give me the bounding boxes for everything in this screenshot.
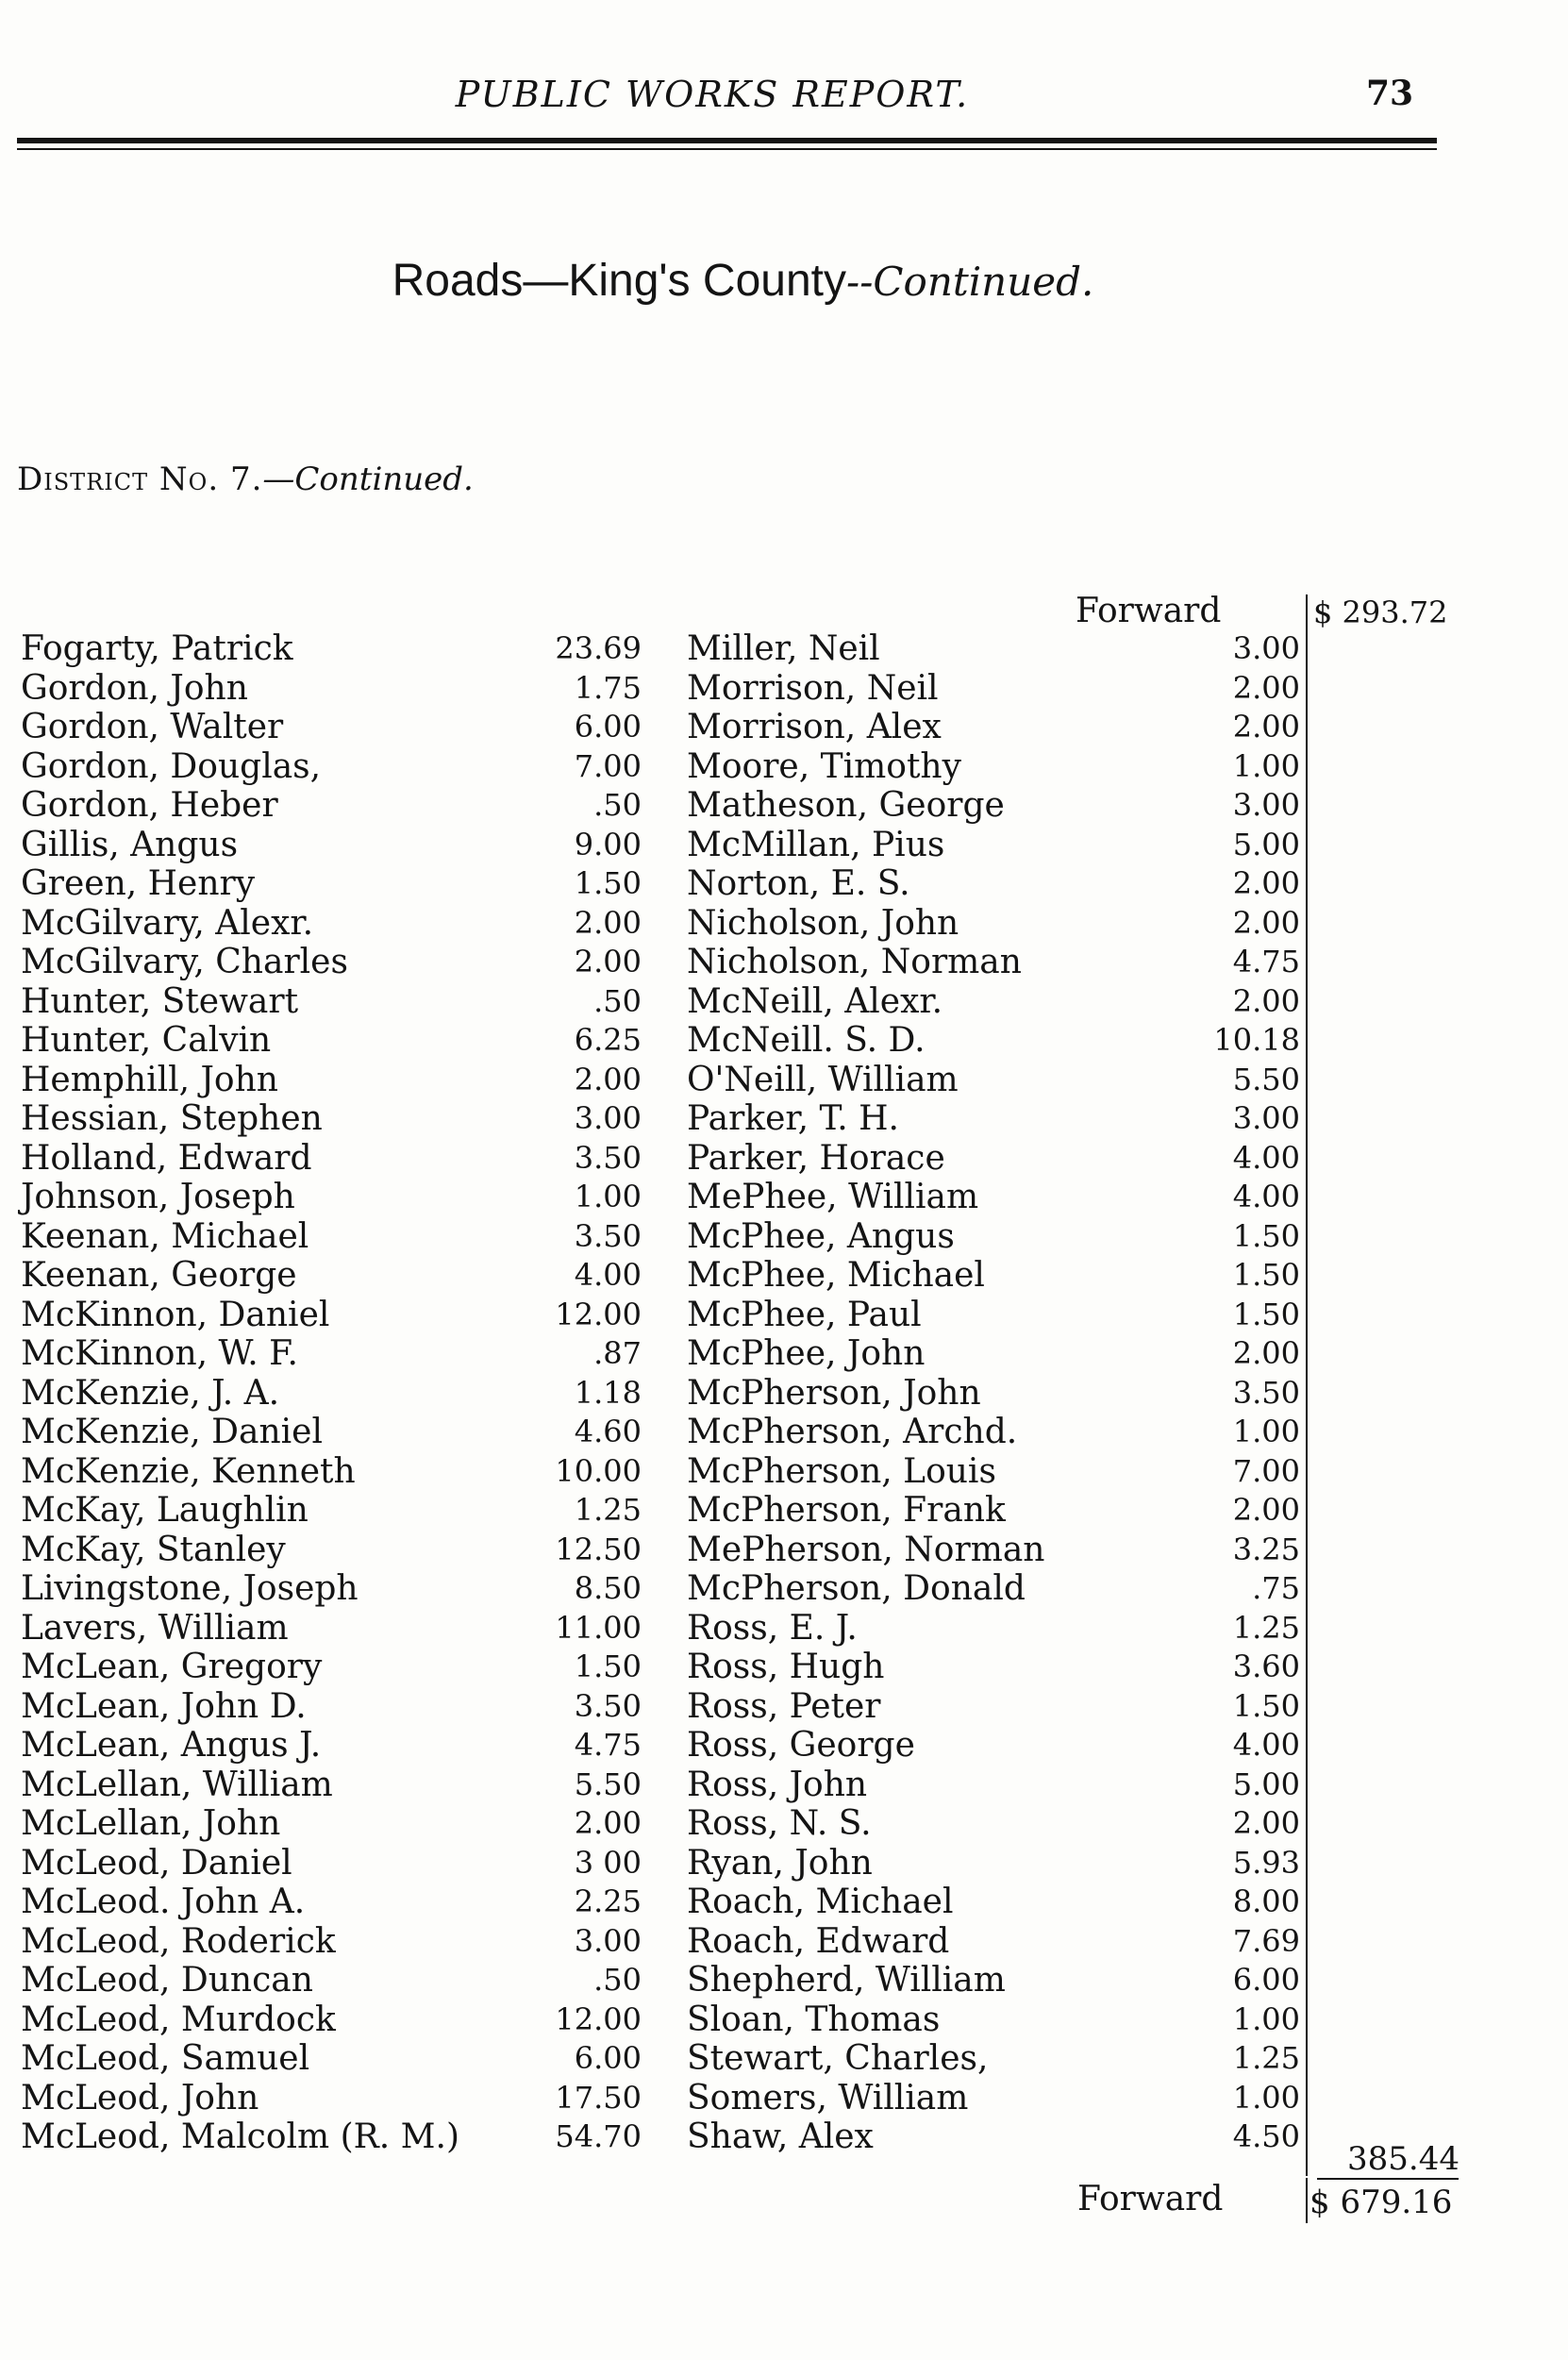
right-name: Ross, Hugh: [687, 1648, 885, 1686]
right-amount: 5.00: [1232, 1766, 1300, 1802]
left-amount: 2.00: [574, 944, 642, 979]
right-name: McPherson, Frank: [687, 1491, 1006, 1530]
right-name: Miller, Neil: [687, 629, 880, 668]
right-amount: 10.18: [1213, 1022, 1300, 1058]
right-name: Matheson, George: [687, 786, 1005, 825]
section-title-suffix: --Continued.: [846, 259, 1094, 305]
left-amount: 6.00: [574, 709, 642, 745]
left-amount: 2.00: [574, 1061, 642, 1097]
left-amount: 1.75: [574, 669, 642, 706]
left-name: Fogarty, Patrick: [21, 629, 293, 668]
left-name: McLeod, Murdock: [21, 2000, 336, 2039]
right-amount: 1.00: [1232, 2000, 1300, 2037]
left-amount: 3.50: [574, 1687, 642, 1724]
right-amount: 6.00: [1232, 1962, 1300, 1998]
right-amount: 4.75: [1232, 944, 1300, 979]
left-amount: 3 00: [574, 1844, 642, 1881]
left-name: Hemphill, John: [21, 1060, 278, 1099]
right-amount: 8.00: [1232, 1883, 1300, 1919]
left-name: McGilvary, Alexr.: [21, 903, 314, 943]
right-amount: 4.00: [1232, 1179, 1300, 1214]
right-name: Shaw, Alex: [687, 2117, 874, 2156]
right-name: MePhee, William: [687, 1178, 979, 1216]
right-name: McPhee, Michael: [687, 1256, 985, 1295]
right-name: McPhee, John: [687, 1334, 926, 1373]
right-name: McPherson, Donald: [687, 1569, 1026, 1608]
right-name: MePherson, Norman: [687, 1530, 1045, 1569]
right-name: McPherson, John: [687, 1373, 981, 1413]
left-name: McLean, Angus J.: [21, 1726, 322, 1765]
forward-top-label: Forward: [1076, 592, 1222, 630]
left-name: Gordon, Heber: [21, 786, 278, 825]
left-name: McKinnon, Daniel: [21, 1295, 330, 1334]
left-name: Livingstone, Joseph: [21, 1569, 359, 1608]
forward-bottom-amount: $ 679.16: [1309, 2184, 1453, 2221]
right-amount: 1.00: [1232, 1414, 1300, 1449]
right-name: O'Neill, William: [687, 1060, 959, 1099]
right-amount: 2.00: [1232, 1805, 1300, 1841]
right-amount: 5.93: [1232, 1844, 1300, 1881]
right-name: Ross, E. J.: [687, 1608, 858, 1648]
right-name: Ross, Peter: [687, 1686, 881, 1726]
right-amount: .75: [1252, 1570, 1300, 1606]
left-name: Hessian, Stephen: [21, 1099, 323, 1138]
left-amount: 17.50: [555, 2079, 642, 2116]
subtotal-rule: [1317, 2178, 1459, 2180]
amount-column-rule: [1306, 594, 1308, 2176]
right-amount: 3.00: [1232, 1100, 1300, 1136]
right-name: Norton, E. S.: [687, 864, 910, 903]
left-amount: 2.25: [574, 1883, 642, 1919]
left-amount: 23.69: [555, 630, 642, 666]
right-amount: 3.00: [1232, 787, 1300, 823]
right-amount: 1.00: [1232, 747, 1300, 784]
right-amount: 1.50: [1232, 1257, 1300, 1293]
left-name: Gordon, Douglas,: [21, 746, 322, 786]
left-amount: 1.50: [574, 865, 642, 901]
left-amount: .50: [593, 1962, 642, 1998]
right-name: Parker, T. H.: [687, 1099, 899, 1138]
left-name: McKenzie, J. A.: [21, 1373, 280, 1413]
total-column-rule: [1306, 2178, 1308, 2223]
left-name: Lavers, William: [21, 1608, 289, 1648]
left-amount: 12.00: [555, 1296, 642, 1332]
left-amount: 4.00: [574, 1257, 642, 1293]
left-name: McLeod, Duncan: [21, 1961, 313, 2000]
left-amount: 54.70: [555, 2118, 642, 2154]
right-name: Nicholson, John: [687, 903, 959, 943]
left-amount: 1.00: [574, 1179, 642, 1214]
header-rule-thin: [17, 148, 1437, 150]
right-amount: 4.00: [1232, 1139, 1300, 1176]
right-amount: 2.00: [1232, 1492, 1300, 1528]
right-amount: 4.00: [1232, 1727, 1300, 1763]
left-name: Gordon, John: [21, 668, 248, 708]
right-amount: 3.60: [1232, 1649, 1300, 1684]
left-name: McKenzie, Kenneth: [21, 1451, 356, 1491]
right-name: Morrison, Alex: [687, 708, 942, 746]
left-amount: 9.00: [574, 826, 642, 862]
left-amount: 5.50: [574, 1766, 642, 1802]
right-amount: 2.00: [1232, 904, 1300, 941]
right-amount: 2.00: [1232, 709, 1300, 745]
left-name: McLellan, John: [21, 1804, 281, 1843]
column-subtotal: 385.44: [1347, 2140, 1460, 2178]
right-amount: 3.25: [1232, 1531, 1300, 1567]
right-amount: 5.50: [1232, 1061, 1300, 1097]
section-title-main: Roads—King's County: [392, 256, 847, 306]
left-name: McKay, Laughlin: [21, 1491, 309, 1530]
page-number: 73: [1366, 74, 1414, 113]
left-amount: 1.50: [574, 1649, 642, 1684]
left-amount: 3.00: [574, 1922, 642, 1959]
left-name: McLeod, Samuel: [21, 2039, 310, 2078]
left-amount: 4.75: [574, 1727, 642, 1763]
left-name: McKay, Stanley: [21, 1530, 286, 1569]
forward-top-amount: $ 293.72: [1313, 594, 1448, 630]
forward-bottom-label: Forward: [1077, 2180, 1224, 2218]
right-name: Stewart, Charles,: [687, 2039, 989, 2078]
left-name: McLean, John D.: [21, 1686, 307, 1726]
left-amount: 8.50: [574, 1570, 642, 1606]
left-name: McKinnon, W. F.: [21, 1334, 298, 1373]
right-name: McPherson, Louis: [687, 1451, 996, 1491]
right-amount: 3.00: [1232, 630, 1300, 666]
left-name: McLellan, William: [21, 1765, 333, 1804]
left-name: Gillis, Angus: [21, 825, 239, 864]
left-amount: 7.00: [574, 747, 642, 784]
left-name: McGilvary, Charles: [21, 943, 348, 981]
right-name: Ross, George: [687, 1726, 915, 1765]
left-name: Hunter, Calvin: [21, 1021, 272, 1060]
right-name: McPhee, Angus: [687, 1216, 955, 1256]
right-name: Roach, Michael: [687, 1883, 954, 1921]
right-name: Roach, Edward: [687, 1921, 950, 1961]
right-amount: 1.25: [1232, 1609, 1300, 1646]
right-name: Ross, John: [687, 1765, 868, 1804]
right-name: Somers, William: [687, 2078, 969, 2117]
header-rule-thick: [17, 138, 1437, 143]
left-name: Johnson, Joseph: [21, 1178, 295, 1216]
left-amount: 12.50: [555, 1531, 642, 1567]
left-amount: 11.00: [555, 1609, 642, 1646]
district-label: District No. 7.: [17, 460, 263, 498]
left-amount: 10.00: [555, 1452, 642, 1489]
left-name: Holland, Edward: [21, 1138, 312, 1178]
right-name: McPhee, Paul: [687, 1295, 922, 1334]
left-name: McLeod, Roderick: [21, 1921, 336, 1961]
right-name: Sloan, Thomas: [687, 2000, 941, 2039]
left-amount: 2.00: [574, 904, 642, 941]
right-amount: 1.25: [1232, 2040, 1300, 2076]
right-amount: 1.50: [1232, 1296, 1300, 1332]
right-amount: 5.00: [1232, 826, 1300, 862]
left-name: Green, Henry: [21, 864, 256, 903]
left-name: Gordon, Walter: [21, 708, 284, 746]
right-name: Shepherd, William: [687, 1961, 1006, 2000]
right-amount: 1.50: [1232, 1687, 1300, 1724]
district-heading: [17, 460, 474, 498]
left-amount: 3.50: [574, 1139, 642, 1176]
right-name: Parker, Horace: [687, 1138, 945, 1178]
left-name: Hunter, Stewart: [21, 981, 299, 1021]
section-title: [0, 255, 1486, 307]
left-name: McKenzie, Daniel: [21, 1413, 323, 1451]
left-name: McLean, Gregory: [21, 1648, 323, 1686]
left-amount: .50: [593, 787, 642, 823]
left-name: Keenan, Michael: [21, 1216, 309, 1256]
right-amount: 1.50: [1232, 1217, 1300, 1254]
left-amount: 2.00: [574, 1805, 642, 1841]
left-name: McLeod. John A.: [21, 1883, 306, 1921]
left-amount: 6.25: [574, 1022, 642, 1058]
left-amount: 12.00: [555, 2000, 642, 2037]
left-amount: 3.50: [574, 1217, 642, 1254]
left-name: Keenan, George: [21, 1256, 297, 1295]
right-amount: 3.50: [1232, 1374, 1300, 1411]
right-name: Morrison, Neil: [687, 668, 939, 708]
left-amount: .50: [593, 982, 642, 1019]
left-name: McLeod, John: [21, 2078, 259, 2117]
district-suffix: —Continued.: [262, 460, 474, 498]
right-name: McMillan, Pius: [687, 825, 945, 864]
right-amount: 2.00: [1232, 669, 1300, 706]
right-amount: 2.00: [1232, 865, 1300, 901]
running-title: PUBLIC WORKS REPORT.: [455, 74, 970, 115]
left-name: McLeod, Daniel: [21, 1843, 292, 1883]
right-amount: 1.00: [1232, 2079, 1300, 2116]
right-name: McNeill, Alexr.: [687, 981, 943, 1021]
right-name: McNeill. S. D.: [687, 1021, 926, 1060]
left-amount: 6.00: [574, 2040, 642, 2076]
right-amount: 7.69: [1232, 1922, 1300, 1959]
left-amount: 4.60: [574, 1414, 642, 1449]
right-name: McPherson, Archd.: [687, 1413, 1018, 1451]
right-amount: 2.00: [1232, 1335, 1300, 1371]
right-amount: 2.00: [1232, 982, 1300, 1019]
right-amount: 4.50: [1232, 2118, 1300, 2154]
right-amount: 7.00: [1232, 1452, 1300, 1489]
right-name: Nicholson, Norman: [687, 943, 1022, 981]
right-name: Ross, N. S.: [687, 1804, 872, 1843]
right-name: Ryan, John: [687, 1843, 873, 1883]
left-name: McLeod, Malcolm (R. M.): [21, 2117, 459, 2156]
left-amount: 3.00: [574, 1100, 642, 1136]
left-amount: 1.18: [574, 1374, 642, 1411]
right-name: Moore, Timothy: [687, 746, 961, 786]
left-amount: .87: [593, 1335, 642, 1371]
left-amount: 1.25: [574, 1492, 642, 1528]
